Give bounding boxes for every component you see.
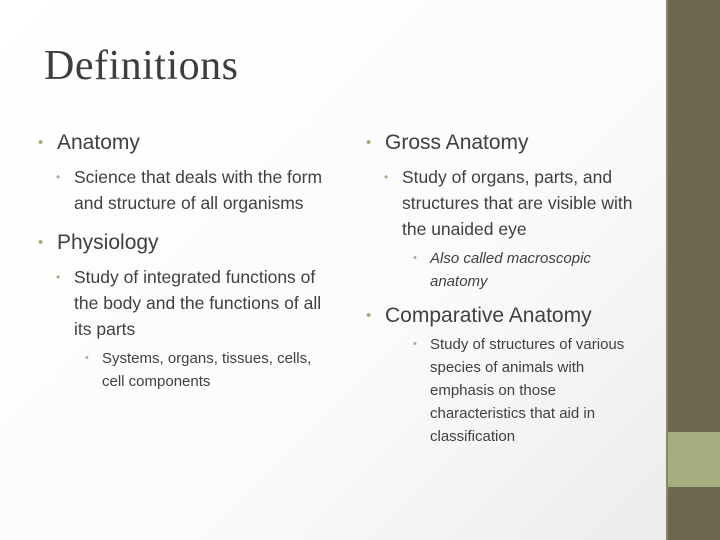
bullet-comparative-anatomy [366, 303, 636, 328]
left-column [38, 130, 328, 393]
bullet-gross-anatomy-definition-text: Study of organs, parts, and structures that are visible with the unaided eye [402, 167, 633, 239]
side-stripe-accent-block [668, 432, 720, 487]
bullet-icon: • [366, 134, 372, 151]
bullet-physiology [38, 230, 328, 255]
bullet-gross-anatomy-text: Gross Anatomy [385, 131, 529, 154]
bullet-anatomy-definition-text: Science that deals with the form and structure of all organisms [74, 167, 323, 213]
bullet-anatomy-text: Anatomy [57, 131, 140, 154]
bullet-icon: • [56, 270, 61, 284]
bullet-physiology-levels [38, 347, 328, 393]
right-column [366, 130, 636, 448]
bullet-comparative-anatomy-definition [366, 333, 636, 448]
bullet-gross-anatomy [366, 130, 636, 155]
bullet-anatomy-definition [38, 164, 328, 216]
bullet-physiology-definition-text: Study of integrated functions of the body and the functions of all its parts [74, 267, 322, 339]
bullet-icon: • [85, 352, 89, 364]
bullet-macroscopic-note [366, 247, 636, 293]
bullet-macroscopic-note-text: Also called macroscopic anatomy [430, 250, 591, 290]
bullet-anatomy [38, 130, 328, 155]
bullet-comparative-anatomy-text: Comparative Anatomy [385, 304, 592, 327]
bullet-physiology-text: Physiology [57, 231, 159, 254]
bullet-physiology-levels-text: Systems, organs, tissues, cells, cell components [102, 350, 312, 390]
bullet-icon: • [413, 252, 417, 264]
bullet-comparative-anatomy-definition-text: Study of structures of various species of animals with emphasis on those characteristics that aid in classification [430, 336, 625, 445]
bullet-icon: • [366, 307, 372, 324]
bullet-icon: • [38, 134, 44, 151]
bullet-icon: • [38, 234, 44, 251]
bullet-icon: • [56, 170, 61, 184]
bullet-physiology-definition [38, 264, 328, 342]
bullet-icon: • [413, 338, 417, 350]
bullet-icon: • [384, 170, 389, 184]
bullet-gross-anatomy-definition [366, 164, 636, 242]
slide-title: Definitions [44, 43, 239, 89]
side-stripe [666, 0, 720, 540]
